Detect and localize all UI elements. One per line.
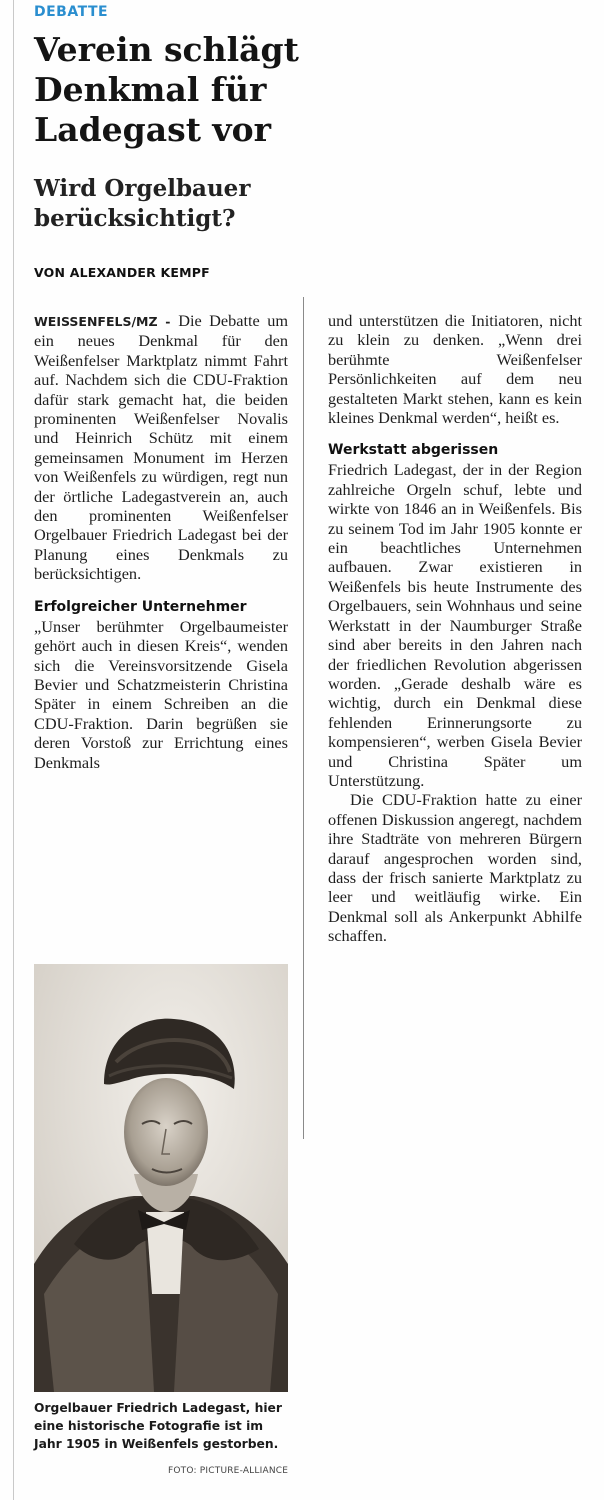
body-paragraph: Die CDU-Fraktion hatte zu einer offenen Diskussion angeregt, nachdem ihre Stadträte von mehreren Bürgern darauf angesprochen worden sind, dass der frisch sanierte Marktplatz zu leer und weitläufig wirke. Ein Denkmal soll als Ankerpunkt Abhilfe schaffen. — [328, 790, 582, 946]
dateline-separator: - — [157, 314, 179, 329]
body-paragraph: „Unser berühmter Orgelbaumeister gehört auch in diesen Kreis“, wenden sich die Vereinsvorsitzende Gisela Bevier und Schatzmeisterin Christina Später in einem Schreiben an die CDU-Fraktion. Darin begrüßen sie deren Vorstoß zur Errichtung eines Denkmals — [34, 616, 288, 772]
article-subheadline: Wird Orgelbauer berücksichtigt? — [34, 175, 251, 232]
photo-credit: FOTO: PICTURE-ALLIANCE — [168, 1466, 289, 1476]
section-heading: Werkstatt abgerissen — [328, 442, 499, 459]
text-column-left — [34, 311, 288, 772]
page-margin-rule — [13, 0, 14, 1500]
body-paragraph: Friedrich Ladegast, der in der Region zahlreiche Orgeln schuf, lebte und wirkte von 1846 an in Weißenfels. Bis zu seinem Tod im Jahr 1905 konnte er ein beachtliches Unternehmen aufbauen. Zwar existieren in Weißenfels bis heute Instrumente des Orgelbauers, sein Wohnhaus und seine Werkstatt in der Naumburger Straße sind aber bereits in den Jahren nach der friedlichen Revolution abgerissen worden. „Gerade deshalb wäre es wichtig, durch ein Denkmal diese fehlenden Erinnerungsorte zu kompensieren“, werben Gisela Bevier und Christina Später um Unterstützung. — [328, 460, 582, 790]
photo-caption: Orgelbauer Friedrich Ladegast, hier eine historische Fotografie ist im Jahr 1905 in Weißenfels gestorben. — [34, 1401, 282, 1451]
column-divider — [303, 297, 304, 1139]
body-paragraph — [34, 311, 288, 584]
article-headline: Verein schlägt Denkmal für Ladegast vor — [34, 30, 299, 149]
section-kicker: DEBATTE — [34, 4, 109, 20]
text-column-right — [328, 311, 582, 946]
portrait-photo — [34, 964, 288, 1392]
body-paragraph: und unterstützen die Initiatoren, nicht zu klein zu denken. „Wenn drei berühmte Weißenfelser Persönlichkeiten auf dem neu gestalteten Markt stehen, kann es kein kleines Denkmal werden“, heißt es. — [328, 311, 582, 428]
article-byline: VON ALEXANDER KEMPF — [34, 265, 210, 280]
portrait-illustration — [34, 964, 288, 1392]
paragraph-text: Die Debatte um ein neues Denkmal für den Weißenfelser Marktplatz nimmt Fahrt auf. Nachdem sich die CDU-Fraktion dafür stark gemacht hat, die beiden prominenten Weißenfelser Novalis und Heinrich Schütz mit einem gemeinsamen Monument im Herzen von Weißenfels zu würdigen, regt nun der örtliche Ladegastverein an, auch den prominenten Weißenfelser Orgelbauer Friedrich Ladegast bei der Planung eines Denkmals zu berücksichtigen. — [34, 311, 288, 584]
dateline: WEISSENFELS/MZ — [34, 314, 158, 329]
section-heading: Erfolgreicher Unternehmer — [34, 598, 247, 615]
